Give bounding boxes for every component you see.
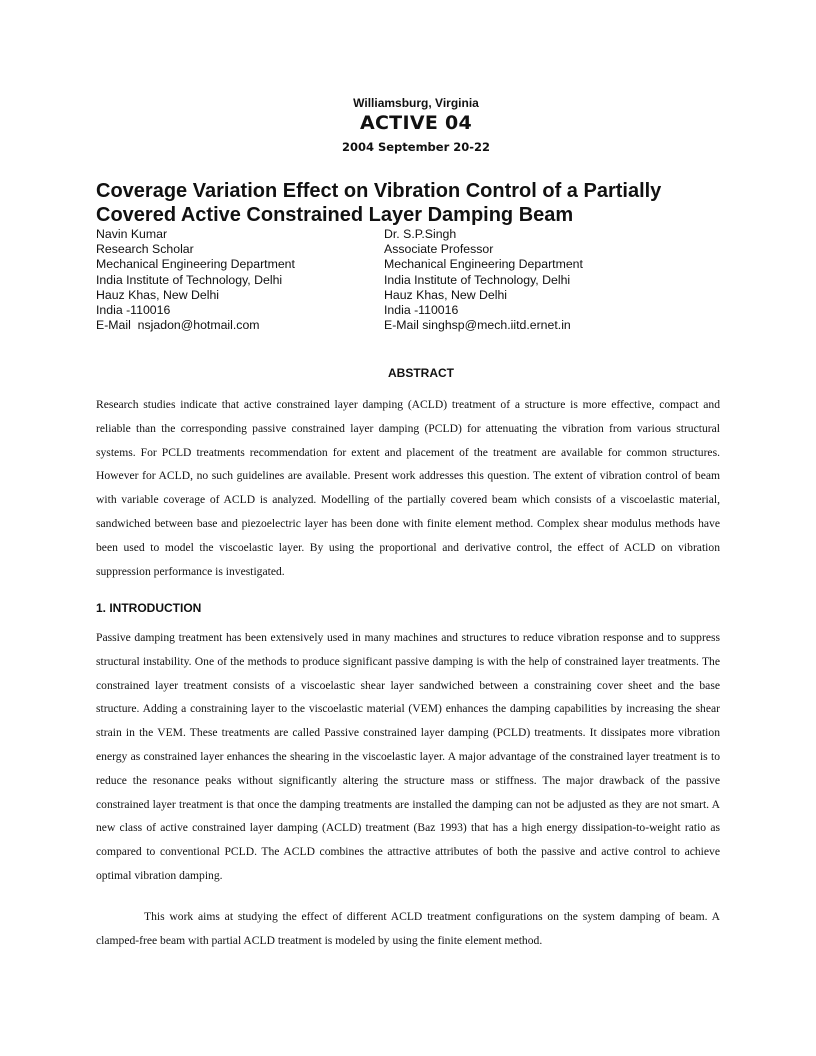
abstract-text: Research studies indicate that active constrained layer damping (ACLD) treatment of a structure is more effective, compact and reliable than the corresponding passive constrained layer damping (PCLD) for attenuating the vibration from various structural systems. For PCLD treatments recommendation for extent and placement of the treatment are available for common structures. However for ACLD, no such guidelines are available. Present work addresses this question. The extent of vibration control of beam with variable coverage of ACLD is analyzed. Modelling of the partially covered beam which consists of a viscoelastic material, sandwiched between base and piezoelectric layer has been done with finite element method. Complex shear modulus methods have been used to model the viscoelastic layer. By using the proportional and derivative control, the effect of ACLD on vibration suppression performance is investigated.: [96, 398, 720, 578]
conference-location: Williamsburg, Virginia: [353, 96, 479, 110]
author-email: E-Mail nsjadon@hotmail.com: [96, 318, 260, 333]
author-address: Hauz Khas, New Delhi: [96, 287, 220, 302]
author-institute: India Institute of Technology, Delhi: [96, 272, 283, 287]
abstract-heading: ABSTRACT: [388, 366, 454, 380]
author-position: Research Scholar: [96, 242, 194, 257]
author-name: Dr. S.P.Singh: [384, 227, 457, 241]
author-postal: India -110016: [384, 303, 459, 318]
author-department: Mechanical Engineering Department: [96, 257, 295, 272]
conference-date: 2004 September 20-22: [341, 140, 491, 154]
introduction-paragraph-1: Passive damping treatment has been extensively used in many machines and structures to reduce vibration response and to suppress structural instability. One of the methods to produce significant passive damping is with the help of constrained layer treatments. The constrained layer treatment consists of a viscoelastic shear layer sandwiched between a constraining cover sheet and the base structure. Adding a constraining layer to the viscoelastic material (VEM) enhances the damping capabilities by increasing the shear strain in the VEM. These treatments are called Passive constrained layer damping (PCLD) treatments. It dissipates more vibration energy as constrained layer enhances the shearing in the viscoelastic layer. A major advantage of the constrained layer treatment is to reduce the resonance peaks without significantly altering the structure mass or stiffness. The major drawback of the passive constrained layer treatment is that once the damping treatments are installed the damping can not be adjusted as they are not smart. A new class of active constrained layer damping (ACLD) treatment (Baz 1993) that has a high energy dissipation-to-weight ratio as compared to conventional PCLD. The ACLD combines the attractive attributes of both the passive and active control to achieve optimal vibration damping.: [96, 631, 720, 882]
author-address: Hauz Khas, New Delhi: [384, 287, 508, 302]
author-name: Navin Kumar: [96, 227, 168, 241]
author-postal: India -110016: [96, 303, 171, 318]
author-institute: India Institute of Technology, Delhi: [384, 272, 571, 287]
introduction-heading: 1. INTRODUCTION: [96, 601, 202, 615]
author-department: Mechanical Engineering Department: [384, 257, 583, 272]
conference-name: ACTIVE 04: [359, 112, 473, 134]
paper-title: Coverage Variation Effect on Vibration Control of a Partially Covered Active Constrained Layer Damping Beam: [96, 180, 662, 226]
introduction-paragraph-2: This work aims at studying the effect of different ACLD treatment configurations on the system damping of beam. A clamped-free beam with partial ACLD treatment is modeled by using the finite element method.: [96, 910, 720, 947]
author-email: E-Mail singhsp@mech.iitd.ernet.in: [384, 318, 571, 333]
author-block-1: [96, 227, 295, 333]
author-block-2: [384, 227, 583, 333]
author-position: Associate Professor: [384, 242, 494, 257]
